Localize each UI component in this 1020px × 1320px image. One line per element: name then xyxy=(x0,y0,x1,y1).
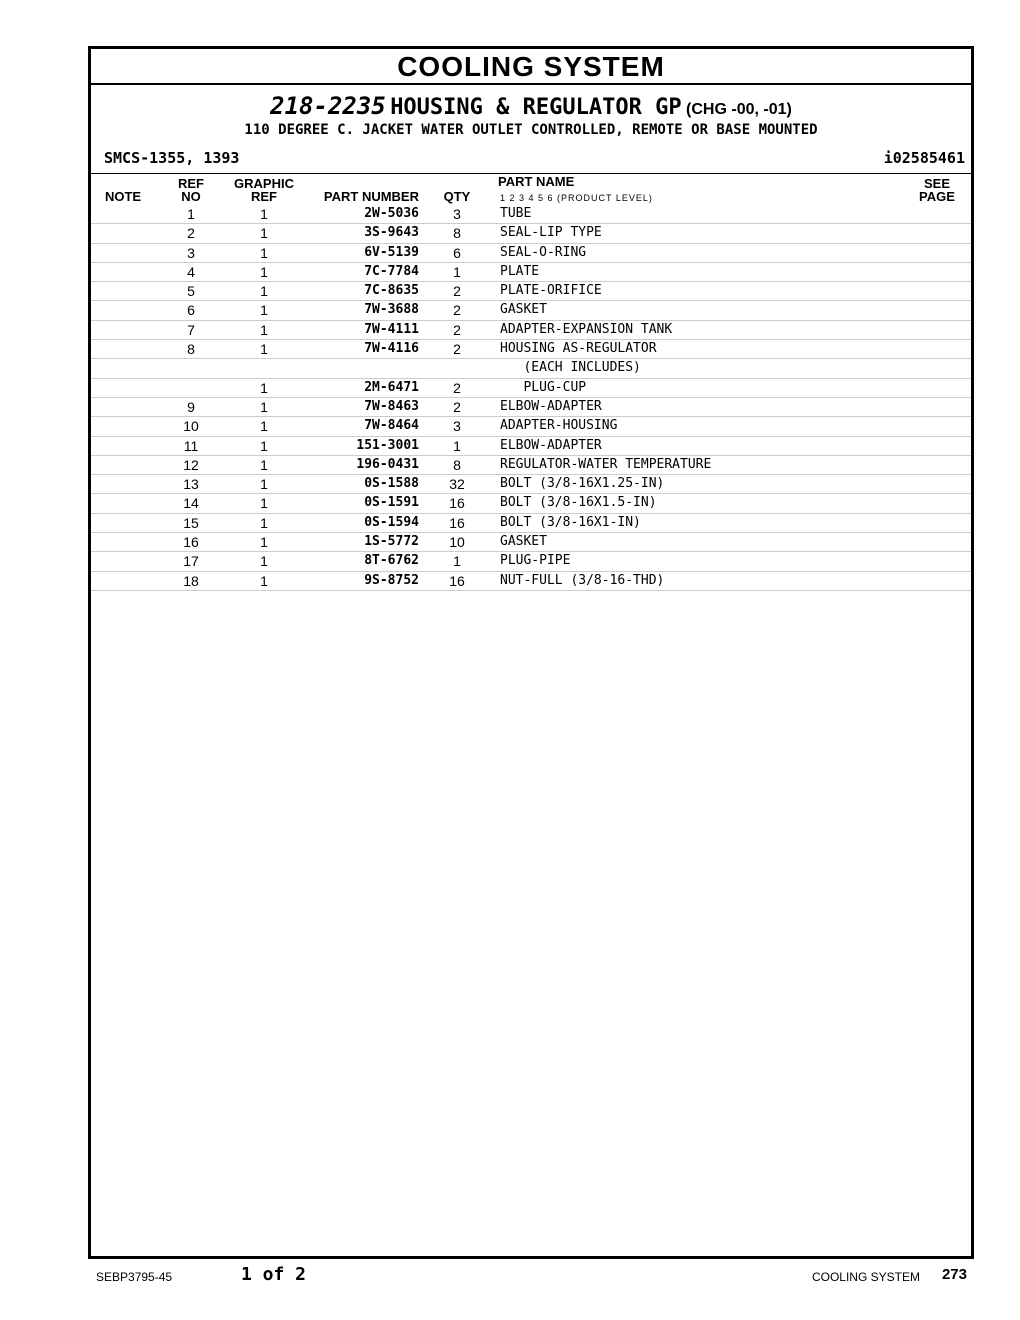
table-row xyxy=(91,456,971,475)
page-footer xyxy=(0,1262,1020,1288)
row-part-name: PLATE xyxy=(500,263,540,279)
table-header xyxy=(91,175,971,205)
col-ref-no-line1: REF xyxy=(178,176,204,191)
col-see-page-line1: SEE xyxy=(923,176,950,191)
row-part-name: ELBOW-ADAPTER xyxy=(500,398,602,414)
row-graphic-ref: 1 xyxy=(260,244,268,261)
row-qty: 16 xyxy=(449,495,465,512)
row-part-number: 151-3001 xyxy=(356,437,419,453)
row-part-number: 3S-9643 xyxy=(364,225,419,241)
row-ref-no: 8 xyxy=(187,341,195,358)
col-product-levels: 1 2 3 4 5 6 (PRODUCT LEVEL) xyxy=(500,193,653,203)
row-part-name: BOLT (3/8-16X1-IN) xyxy=(500,514,641,530)
row-qty: 6 xyxy=(453,244,461,261)
row-graphic-ref: 1 xyxy=(260,263,268,280)
table-row xyxy=(91,572,971,591)
row-qty: 2 xyxy=(453,283,461,300)
row-ref-no: 6 xyxy=(187,302,195,319)
row-qty: 1 xyxy=(453,263,461,280)
row-part-name: NUT-FULL (3/8-16-THD) xyxy=(500,572,665,588)
col-note: NOTE xyxy=(104,189,142,204)
table-row xyxy=(91,533,971,552)
row-part-number: 7W-4111 xyxy=(364,321,419,337)
row-part-number: 2M-6471 xyxy=(364,379,419,395)
row-part-name: BOLT (3/8-16X1.5-IN) xyxy=(500,495,657,511)
row-part-name: BOLT (3/8-16X1.25-IN) xyxy=(500,476,665,492)
row-ref-no: 7 xyxy=(187,321,195,338)
row-graphic-ref: 1 xyxy=(260,476,268,493)
row-part-name: GASKET xyxy=(500,302,547,318)
row-part-name: PLUG-PIPE xyxy=(500,553,571,569)
row-ref-no: 17 xyxy=(183,553,199,570)
row-ref-no: 4 xyxy=(187,263,195,280)
section-title: COOLING SYSTEM xyxy=(91,49,971,85)
illustration-id: i02585461 xyxy=(883,149,965,167)
table-row xyxy=(91,437,971,456)
row-qty: 8 xyxy=(453,225,461,242)
table-row xyxy=(91,552,971,571)
row-part-number: 7C-8635 xyxy=(364,283,419,299)
row-ref-no: 2 xyxy=(187,225,195,242)
row-part-name: ADAPTER-EXPANSION TANK xyxy=(500,321,673,337)
row-graphic-ref: 1 xyxy=(260,302,268,319)
table-row xyxy=(91,244,971,263)
row-qty: 1 xyxy=(453,553,461,570)
row-graphic-ref: 1 xyxy=(260,514,268,531)
col-ref-no xyxy=(171,177,211,203)
row-graphic-ref: 1 xyxy=(260,534,268,551)
table-row xyxy=(91,205,971,224)
row-graphic-ref: 1 xyxy=(260,553,268,570)
row-qty: 3 xyxy=(453,418,461,435)
row-qty: 1 xyxy=(453,437,461,454)
row-graphic-ref: 1 xyxy=(260,418,268,435)
row-part-number: 7W-3688 xyxy=(364,302,419,318)
footer-page-number: 273 xyxy=(941,1266,967,1283)
table-row xyxy=(91,340,971,359)
table-row xyxy=(91,301,971,320)
row-part-name: ELBOW-ADAPTER xyxy=(500,437,602,453)
footer-page-of: 1 of 2 xyxy=(241,1264,307,1285)
col-part-name: PART NAME xyxy=(498,174,575,189)
row-part-name: SEAL-O-RING xyxy=(500,244,587,260)
table-row xyxy=(91,263,971,282)
row-part-number: 196-0431 xyxy=(356,456,419,472)
table-row xyxy=(91,514,971,533)
col-graphic-ref xyxy=(229,177,299,203)
row-part-number: 6V-5139 xyxy=(364,244,419,260)
group-subtitle: 110 DEGREE C. JACKET WATER OUTLET CONTROLLED, REMOTE OR BASE MOUNTED xyxy=(244,122,818,138)
row-graphic-ref: 1 xyxy=(260,437,268,454)
row-part-number: 8T-6762 xyxy=(364,553,419,569)
row-ref-no: 3 xyxy=(187,244,195,261)
row-qty: 16 xyxy=(449,514,465,531)
col-see-page xyxy=(907,177,967,203)
col-part-number: PART NUMBER xyxy=(323,189,419,204)
row-qty: 2 xyxy=(453,321,461,338)
row-ref-no: 16 xyxy=(183,534,199,551)
footer-section: COOLING SYSTEM xyxy=(811,1270,920,1284)
row-ref-no: 1 xyxy=(187,206,195,222)
row-qty: 8 xyxy=(453,456,461,473)
row-qty: 2 xyxy=(453,379,461,396)
row-graphic-ref: 1 xyxy=(260,398,268,415)
row-part-number: 7W-8463 xyxy=(364,398,419,414)
row-ref-no: 12 xyxy=(183,456,199,473)
row-part-name: ADAPTER-HOUSING xyxy=(500,418,618,434)
row-part-number: 7W-8464 xyxy=(364,418,419,434)
table-row xyxy=(91,359,971,378)
row-ref-no: 13 xyxy=(183,476,199,493)
col-graphic-ref-line1: GRAPHIC xyxy=(234,176,294,191)
row-qty: 2 xyxy=(453,341,461,358)
group-number: 218-2235 xyxy=(270,92,386,120)
row-graphic-ref: 1 xyxy=(260,283,268,300)
row-qty: 2 xyxy=(453,398,461,415)
row-ref-no: 9 xyxy=(187,398,195,415)
row-part-name: HOUSING AS-REGULATOR xyxy=(500,341,657,357)
row-part-number: 0S-1591 xyxy=(364,495,419,511)
col-qty: QTY xyxy=(443,189,471,204)
row-part-name: SEAL-LIP TYPE xyxy=(500,225,602,241)
row-graphic-ref: 1 xyxy=(260,572,268,589)
table-row xyxy=(91,282,971,301)
table-row xyxy=(91,321,971,340)
row-part-number: 1S-5772 xyxy=(364,534,419,550)
table-row xyxy=(91,494,971,513)
row-qty: 2 xyxy=(453,302,461,319)
row-ref-no: 11 xyxy=(183,437,199,454)
col-see-page-line2: PAGE xyxy=(919,189,955,204)
row-graphic-ref: 1 xyxy=(260,206,268,222)
row-part-name: GASKET xyxy=(500,534,547,550)
row-part-number: 9S-8752 xyxy=(364,572,419,588)
row-qty: 32 xyxy=(449,476,465,493)
row-part-name: TUBE xyxy=(500,206,532,221)
table-row xyxy=(91,417,971,436)
row-part-name: PLATE-ORIFICE xyxy=(500,283,602,299)
row-graphic-ref: 1 xyxy=(260,341,268,358)
row-part-number: 2W-5036 xyxy=(364,206,419,221)
row-graphic-ref: 1 xyxy=(260,225,268,242)
row-qty: 16 xyxy=(449,572,465,589)
footer-doc-id: SEBP3795-45 xyxy=(96,1270,173,1284)
row-part-number: 0S-1588 xyxy=(364,476,419,492)
row-graphic-ref: 1 xyxy=(260,495,268,512)
row-part-name: PLUG-CUP xyxy=(500,379,587,395)
row-part-name: (EACH INCLUDES) xyxy=(500,360,641,376)
row-ref-no: 15 xyxy=(183,514,199,531)
row-part-number: 7C-7784 xyxy=(364,263,419,279)
group-title xyxy=(91,92,971,120)
row-qty: 3 xyxy=(453,206,461,222)
parts-table-body xyxy=(91,205,971,591)
row-graphic-ref: 1 xyxy=(260,456,268,473)
row-ref-no: 10 xyxy=(183,418,199,435)
col-ref-no-line2: NO xyxy=(181,189,201,204)
row-part-name: REGULATOR-WATER TEMPERATURE xyxy=(500,456,712,472)
row-ref-no: 18 xyxy=(183,572,199,589)
table-row xyxy=(91,398,971,417)
row-ref-no: 5 xyxy=(187,283,195,300)
row-qty: 10 xyxy=(449,534,465,551)
smcs-code: SMCS-1355, 1393 xyxy=(104,149,240,167)
group-name: HOUSING & REGULATOR GP xyxy=(390,95,682,120)
page-frame xyxy=(88,46,974,1259)
row-graphic-ref: 1 xyxy=(260,379,268,396)
group-change: (CHG -00, -01) xyxy=(686,101,792,118)
row-ref-no: 14 xyxy=(183,495,199,512)
table-row xyxy=(91,475,971,494)
table-row xyxy=(91,379,971,398)
row-part-number: 7W-4116 xyxy=(364,341,419,357)
row-part-number: 0S-1594 xyxy=(364,514,419,530)
table-row xyxy=(91,224,971,243)
col-graphic-ref-line2: REF xyxy=(251,189,277,204)
row-graphic-ref: 1 xyxy=(260,321,268,338)
